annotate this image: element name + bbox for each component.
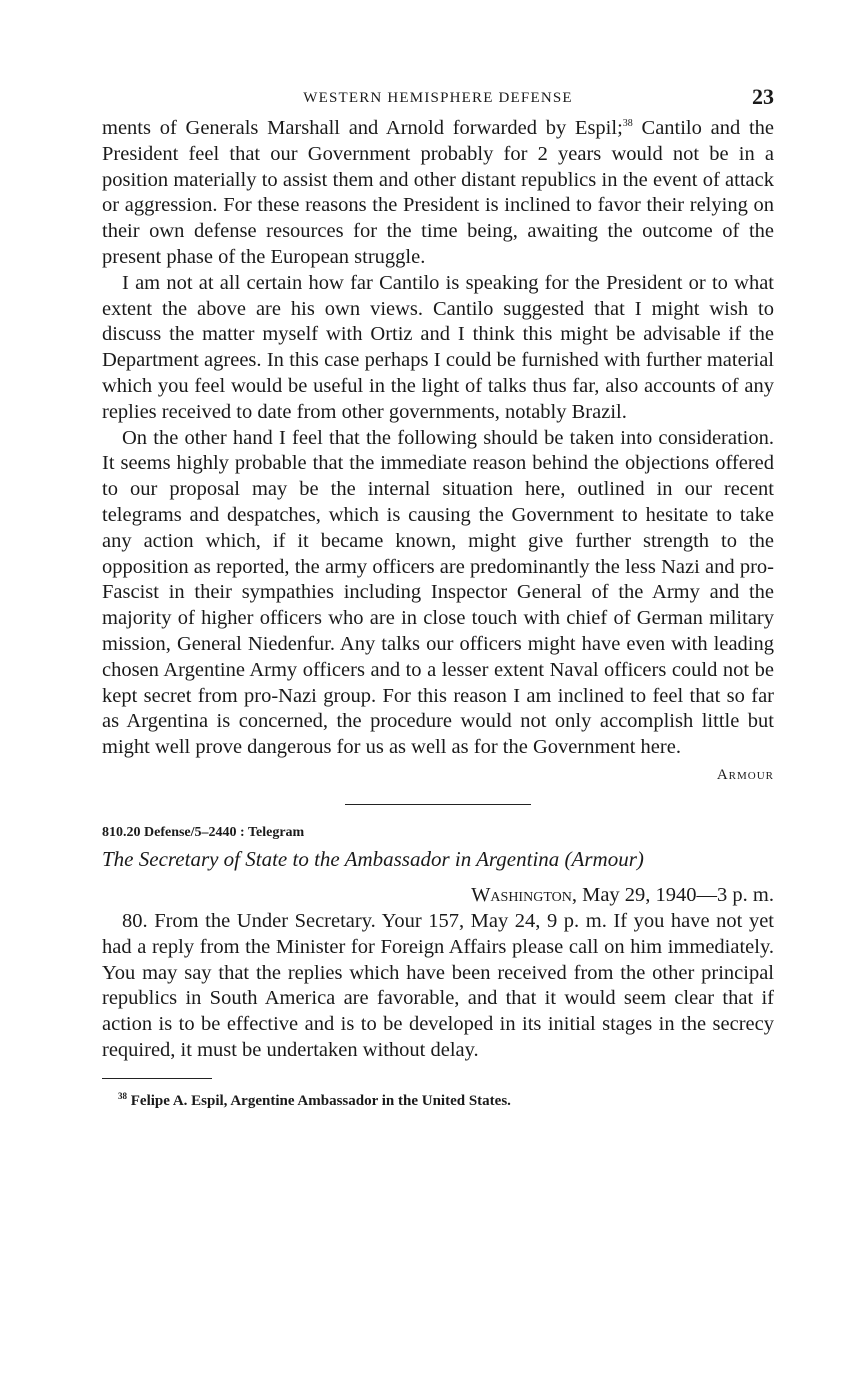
body-paragraph-2: I am not at all certain how far Cantilo is speaking for the President or to what extent the above are his own views. Cantilo suggested that I might wish to discuss the matter myself with Ortiz and I think this might be advisable if the Department agrees. In this case perhaps I could be furnished with further material which you feel would be useful in the light of talks thus far, also accounts of any replies received to date from other governments, notably Brazil. <box>102 271 774 423</box>
dateline-place: Washington <box>471 883 572 906</box>
footnote-reference[interactable]: 38 <box>622 118 633 129</box>
body-paragraph-1 <box>102 116 774 271</box>
footnote-divider <box>102 1078 212 1079</box>
file-reference: 810.20 Defense/5–2440 : Telegram <box>102 824 305 840</box>
running-title: WESTERN HEMISPHERE DEFENSE <box>303 90 573 106</box>
signature: Armour <box>716 766 774 783</box>
footnote <box>102 1090 774 1110</box>
dateline-date: , May 29, 1940—3 p. m. <box>571 883 774 906</box>
footnote-text: Felipe A. Espil, Argentine Ambassador in the United States. <box>127 1092 511 1109</box>
paragraph-text: ments of Generals Marshall and Arnold forwarded by Espil; <box>102 117 623 139</box>
paragraph-text: Cantilo and the President feel that our Government probably for 2 years would not be in a position materially to assist them and other distant republics in the event of attack or aggression. For these reasons the President is inclined to favor their relying on their own defense resources for the time being, awaiting the outcome of the present phase of the European struggle. <box>102 117 774 268</box>
footnote-mark: 38 <box>118 1090 127 1101</box>
document-page <box>102 84 774 1110</box>
section-divider <box>345 804 531 805</box>
body-paragraph-3: On the other hand I feel that the following should be taken into consideration. It seems highly probable that the immediate reason behind the objections offered to our proposal may be the internal situation here, outlined in our recent telegrams and despatches, which is causing the Government to hesitate to take any action which, if it became known, might give further strength to the opposition as reported, the army officers are predominantly the less Nazi and pro-Fascist in their sympathies including Inspector General of the Army and the majority of higher officers who are in close touch with chief of German military mission, General Niedenfur. Any talks our officers might have even with leading chosen Argentine Army officers and to a lesser extent Naval officers could not be kept secret from pro-Nazi group. For this reason I am inclined to feel that so far as Argentina is concerned, the procedure would not only accomplish little but might well prove dangerous for us as well as for the Government here. <box>102 426 774 759</box>
document-title: The Secretary of State to the Ambassador in Argentina (Armour) <box>102 846 644 871</box>
page-number: 23 <box>752 84 774 109</box>
dateline <box>102 884 774 907</box>
running-header <box>102 84 774 116</box>
telegram-paragraph: 80. From the Under Secretary. Your 157, May 24, 9 p. m. If you have not yet had a reply from the Minister for Foreign Affairs please call on him immediately. You may say that the replies which have been received from the other principal republics in South America are favorable, and that it would seem clear that if action is to be effective and is to be developed in its initial stages in the secrecy required, it must be undertaken without delay. <box>102 909 774 1061</box>
